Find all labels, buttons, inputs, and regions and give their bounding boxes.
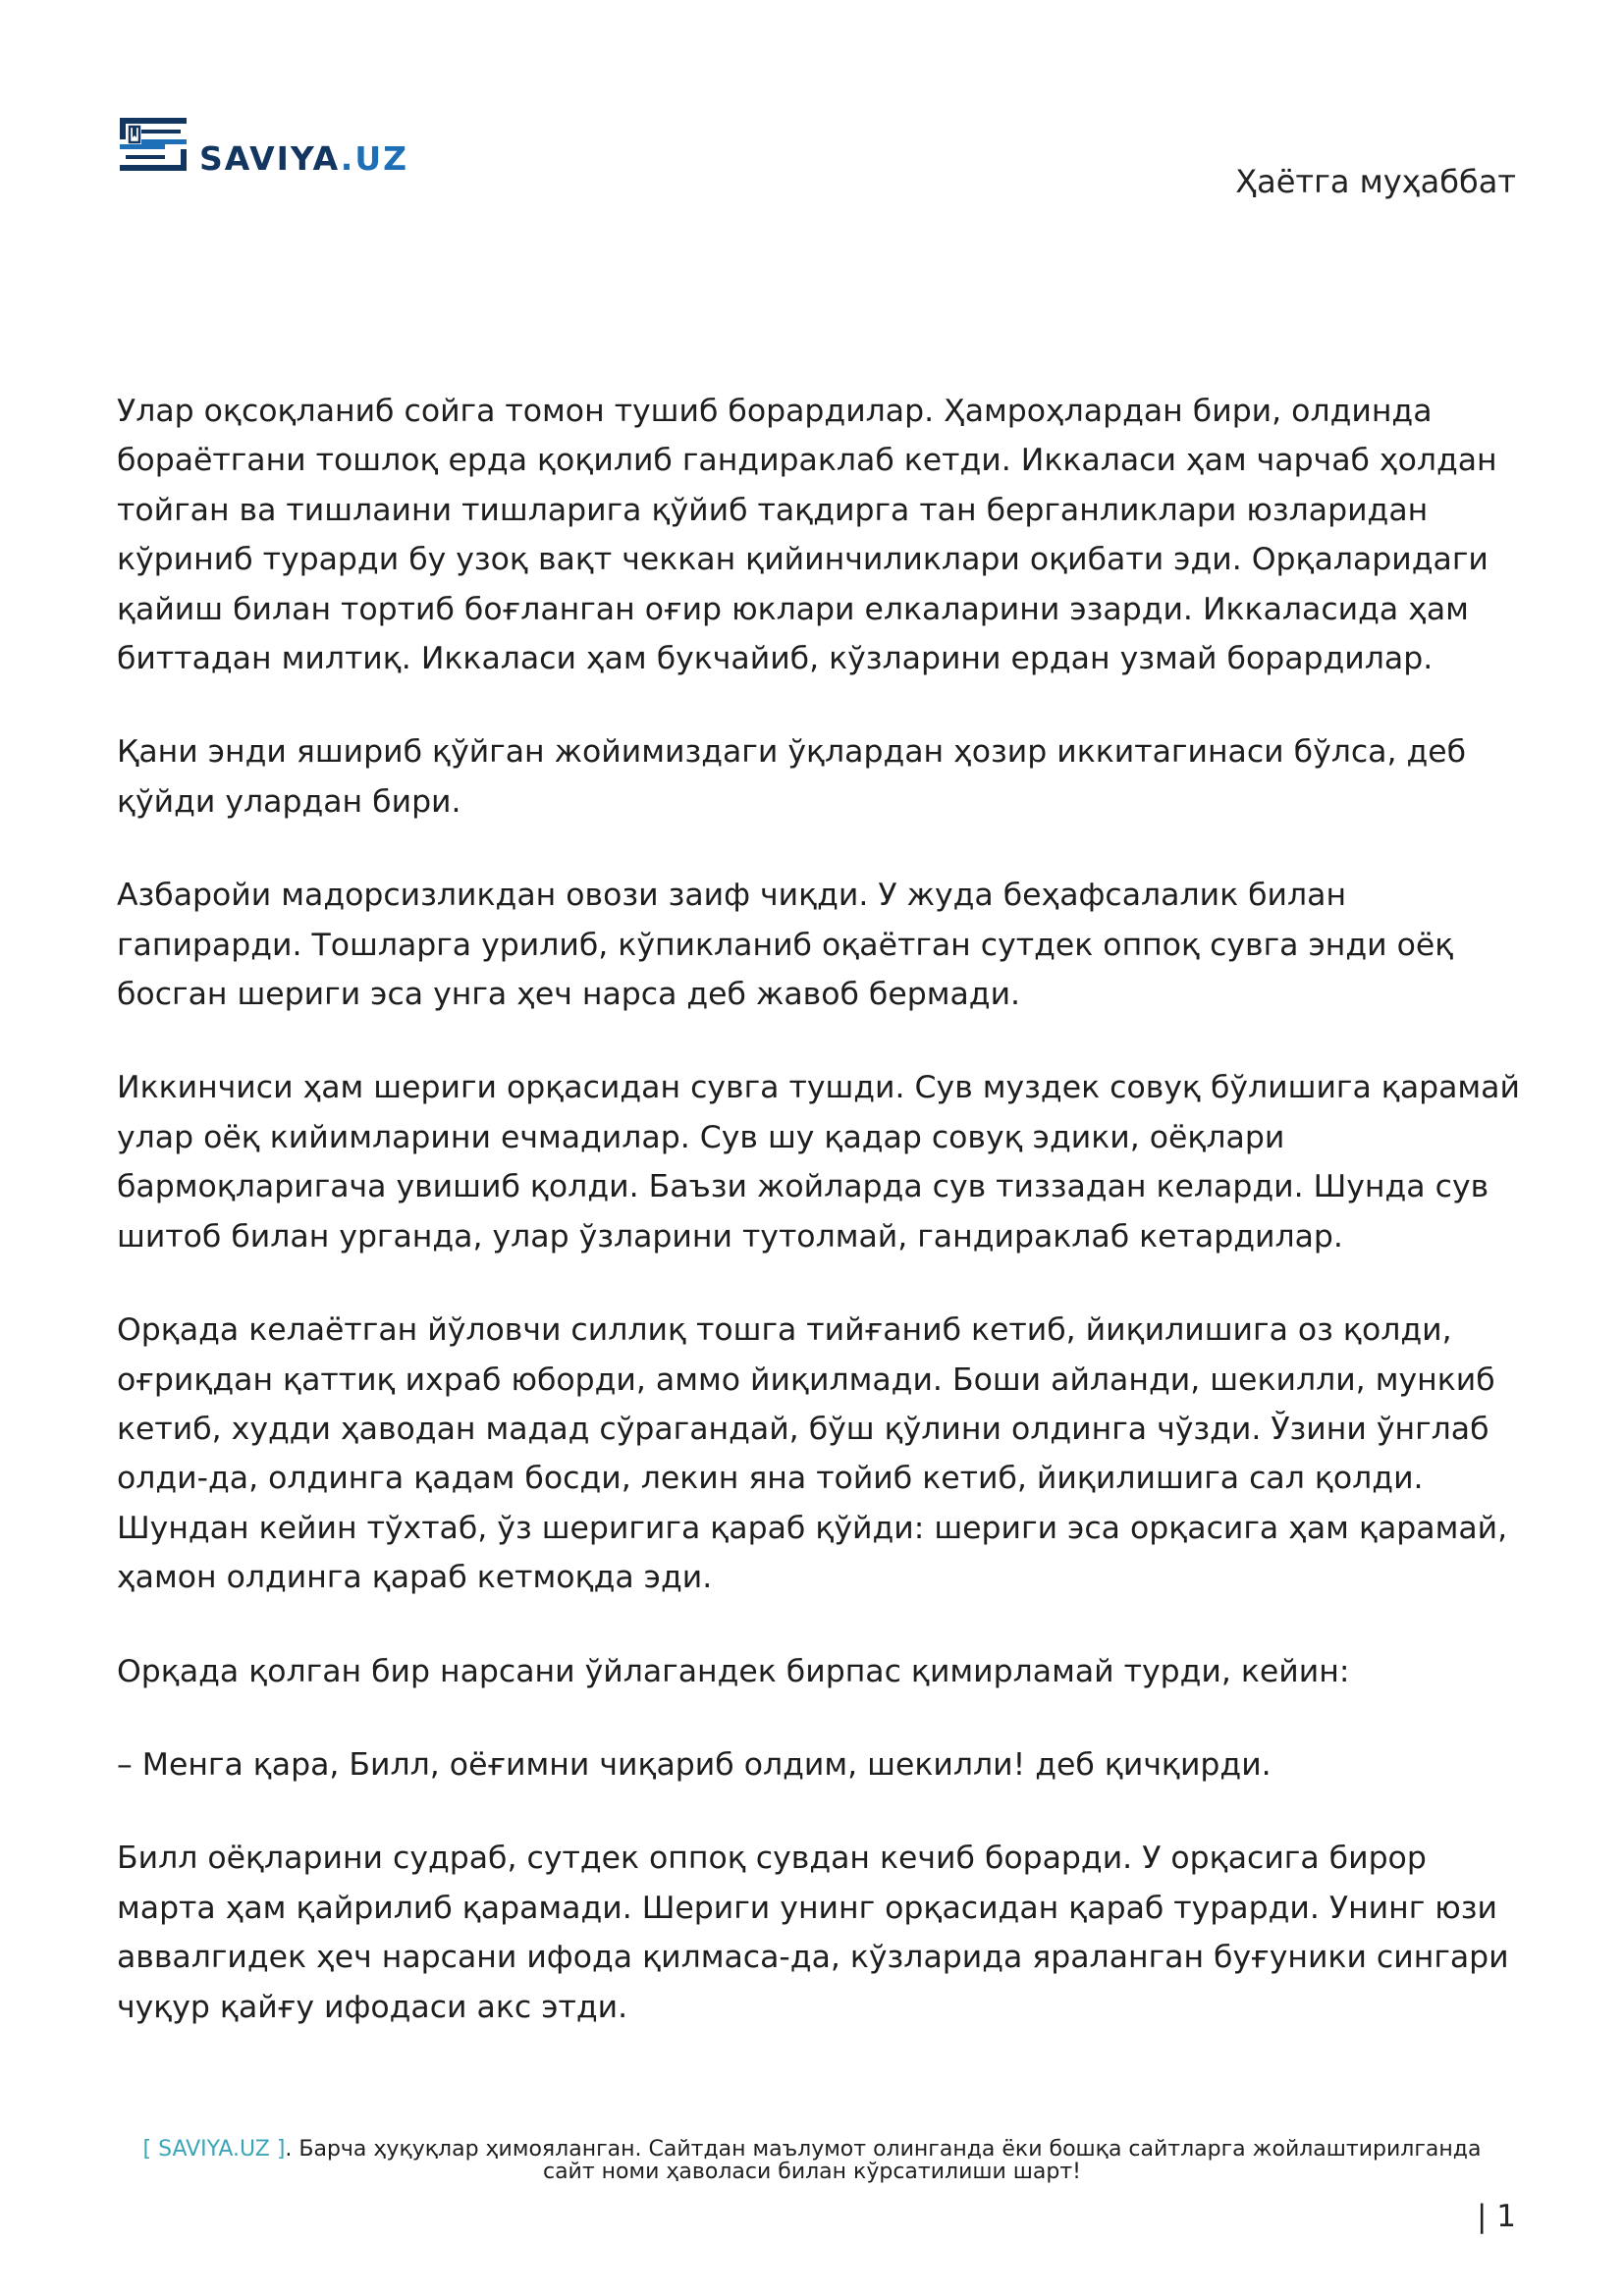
footer-site-link[interactable]: [ SAVIYA.UZ ] (142, 2137, 286, 2162)
paragraph: Қани энди яшириб қўйган жойимиздаги ўқлардан ҳозир иккитагинаси бўлса, деб қўйди улардан бири. (117, 734, 1467, 820)
site-logo[interactable] (116, 116, 410, 178)
footer-line-1 (0, 2138, 1624, 2161)
paragraph: Азбаройи мадорсизликдан овози заиф чиқди. У жуда беҳафсалалик билан гапирарди. Тошларга урилиб, кўпикланиб оқаётган сутдек оппоқ сувга энди оёқ босган шериги эса унга ҳеч нарса деб жавоб бермади. (117, 878, 1454, 1013)
paragraph: Улар оқсоқланиб сойга томон тушиб борардилар. Ҳамроҳлардан бири, олдинда бораётгани тошлоқ ерда қоқилиб гандираклаб кетди. Иккаласи ҳам чарчаб ҳолдан тойган ва тишлаини тишларига қўйиб тақдирга тан берганликлари юзларидан кўриниб турарди бу узоқ вақт чеккан қийинчиликлари оқибати эди. Орқаларидаги қайиш билан тортиб боғланган оғир юклари елкаларини эзарди. Иккаласида ҳам биттадан милтиқ. Иккаласи ҳам букчайиб, кўзларини ердан узмай борардилар. (117, 394, 1497, 677)
logo-brand: SAVIYA (199, 139, 341, 178)
copyright-footer (0, 2138, 1624, 2183)
logo-text (199, 139, 408, 178)
document-title: Ҳаётга муҳаббат (1235, 163, 1516, 200)
page-number: | 1 (1476, 2199, 1516, 2234)
footer-notice-2: сайт номи ҳаволаси билан кўрсатилиши шарт! (542, 2160, 1081, 2184)
logo-tld: .UZ (340, 139, 409, 178)
paragraph: Билл оёқларини судраб, сутдек оппоқ сувдан кечиб борарди. У орқасига бирор марта ҳам қайрилиб қарамади. Шериги унинг орқасидан қараб турарди. Унинг юзи аввалгидек ҳеч нарсани ифода қилмаса-да, кўзларида яраланган буғуники сингари чуқур қайғу ифодаси акс этди. (117, 1841, 1509, 2025)
paragraph: Орқада келаётган йўловчи силлиқ тошга тийғаниб кетиб, йиқилишига оз қолди, оғриқдан қаттиқ ихраб юборди, аммо йиқилмади. Боши айланди, шекилли, мункиб кетиб, худди ҳаводан мадад сўрагандай, бўш қўлини олдинга чўзди. Ўзини ўнглаб олди-да, олдинга қадам босди, лекин яна тойиб кетиб, йиқилишига сал қолди. Шундан кейин тўхтаб, ўз шеригига қараб қўйди: шериги эса орқасига ҳам қарамай, ҳамон олдинга қараб кетмоқда эди. (117, 1312, 1508, 1596)
paragraph: Орқада қолган бир нарсани ўйлагандек бирпас қимирламай турди, кейин: (117, 1653, 1350, 1689)
footer-notice-1: . Барча ҳуқуқлар ҳимояланган. Сайтдан маълумот олинганда ёки бошқа сайтларга жойлаштирилганда (285, 2137, 1482, 2162)
book-stack-s-icon (116, 116, 190, 173)
paragraph: Иккинчиси ҳам шериги орқасидан сувга тушди. Сув муздек совуқ бўлишига қарамай улар оёқ кийимларини ечмадилар. Сув шу қадар совуқ эдики, оёқлари бармоқларигача увишиб қолди. Баъзи жойларда сув тиззадан келарди. Шунда сув шитоб билан урганда, улар ўзларини тутолмай, гандираклаб кетардилар. (117, 1070, 1520, 1255)
paragraph: – Менга қара, Билл, оёғимни чиқариб олдим, шекилли! деб қичқирди. (117, 1746, 1272, 1783)
article-body (117, 387, 1521, 2076)
